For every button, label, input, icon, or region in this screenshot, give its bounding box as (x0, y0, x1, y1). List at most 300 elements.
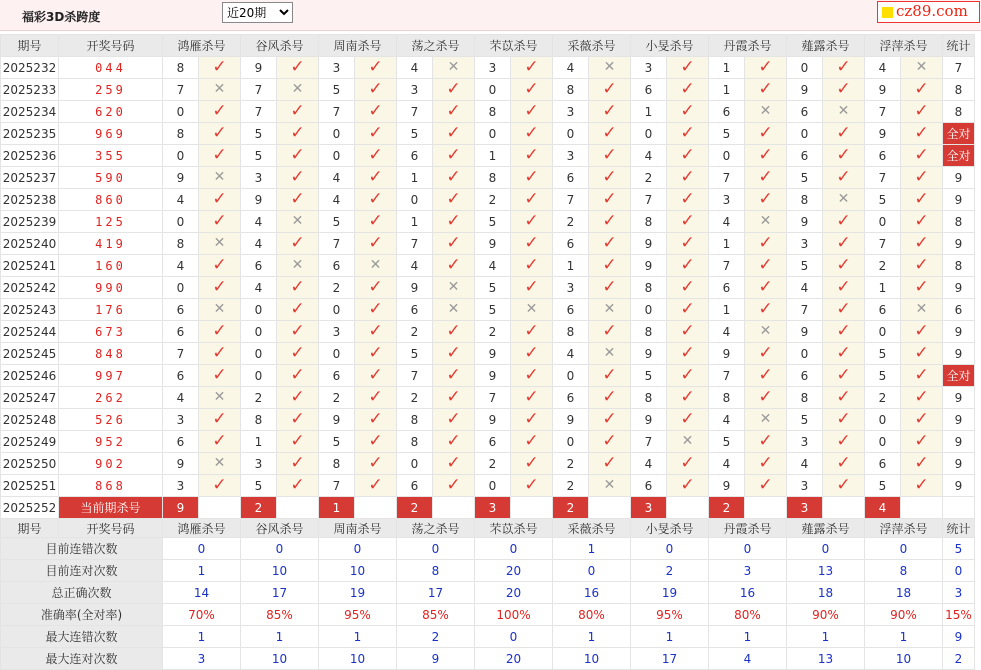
column-header: 期号 (1, 35, 59, 57)
result-cell (199, 101, 241, 123)
stats-row (1, 538, 975, 560)
result-cell (355, 211, 397, 233)
stats-label: 目前连错次数 (1, 538, 163, 560)
kill-value: 0 (319, 145, 355, 167)
result-cell (901, 167, 943, 189)
table-header (1, 35, 975, 57)
kill-value: 7 (709, 167, 745, 189)
result-cell (589, 57, 631, 79)
kill-value: 0 (787, 343, 823, 365)
row-stat: 6 (943, 299, 975, 321)
check-icon: ✓ (368, 343, 383, 363)
result-cell (745, 79, 787, 101)
kill-value: 4 (631, 453, 667, 475)
kill-value: 4 (787, 453, 823, 475)
kill-value: 0 (709, 145, 745, 167)
result-cell (901, 101, 943, 123)
site-logo[interactable] (877, 1, 980, 23)
result-cell (589, 431, 631, 453)
check-icon: ✓ (290, 167, 305, 187)
check-icon: ✓ (368, 277, 383, 297)
check-icon: ✓ (758, 145, 773, 165)
result-cell (667, 101, 709, 123)
result-cell (667, 409, 709, 431)
kill-value: 0 (163, 145, 199, 167)
kill-value: 6 (865, 453, 901, 475)
page-title: 福彩3D杀跨度 (22, 10, 101, 24)
check-icon: ✓ (758, 255, 773, 275)
kill-value: 4 (163, 189, 199, 211)
result-cell (199, 123, 241, 145)
check-icon: ✓ (680, 409, 695, 429)
check-icon: ✓ (446, 387, 461, 407)
empty-cell (511, 497, 553, 519)
table-row (1, 387, 975, 409)
row-stat: 9 (943, 321, 975, 343)
check-icon: ✓ (368, 475, 383, 495)
result-cell (667, 211, 709, 233)
check-icon: ✓ (524, 343, 539, 363)
row-stat: 9 (943, 431, 975, 453)
issue-number: 2025252 (1, 497, 59, 519)
kill-value: 0 (631, 123, 667, 145)
kill-value: 5 (319, 79, 355, 101)
kill-value: 4 (163, 255, 199, 277)
table-row (1, 211, 975, 233)
check-icon: ✓ (680, 189, 695, 209)
kill-value: 6 (787, 101, 823, 123)
column-header: 采薇杀号 (553, 519, 631, 538)
result-cell (355, 343, 397, 365)
issue-number: 2025240 (1, 233, 59, 255)
draw-numbers: 673 (59, 321, 163, 343)
kill-value: 8 (553, 79, 589, 101)
draw-numbers: 044 (59, 57, 163, 79)
stats-total: 3 (943, 582, 975, 604)
kill-value: 6 (553, 233, 589, 255)
result-cell (745, 233, 787, 255)
kill-value: 7 (163, 343, 199, 365)
result-cell (823, 123, 865, 145)
result-cell (901, 321, 943, 343)
result-cell (433, 343, 475, 365)
kill-value: 5 (241, 145, 277, 167)
result-cell (511, 387, 553, 409)
result-cell (355, 409, 397, 431)
result-cell (589, 211, 631, 233)
kill-value: 3 (319, 57, 355, 79)
result-cell (199, 475, 241, 497)
result-cell (433, 255, 475, 277)
result-cell (433, 431, 475, 453)
stats-value: 10 (553, 648, 631, 670)
issue-number: 2025234 (1, 101, 59, 123)
check-icon: ✓ (368, 409, 383, 429)
stats-value: 1 (553, 538, 631, 560)
table-row (1, 189, 975, 211)
result-cell (433, 167, 475, 189)
kill-value: 7 (241, 101, 277, 123)
column-header: 采薇杀号 (553, 35, 631, 57)
kill-value: 9 (709, 475, 745, 497)
check-icon: ✓ (680, 365, 695, 385)
result-cell (589, 233, 631, 255)
column-header: 芣苡杀号 (475, 519, 553, 538)
result-cell (745, 431, 787, 453)
table-row (1, 409, 975, 431)
check-icon: ✓ (446, 101, 461, 121)
cross-icon: ✕ (603, 345, 616, 361)
check-icon: ✓ (680, 145, 695, 165)
check-icon: ✓ (914, 409, 929, 429)
kill-value: 3 (241, 453, 277, 475)
check-icon: ✓ (524, 79, 539, 99)
result-cell (433, 299, 475, 321)
stats-value: 0 (241, 538, 319, 560)
kill-value: 8 (475, 101, 511, 123)
kill-value: 7 (631, 431, 667, 453)
check-icon: ✓ (914, 211, 929, 231)
issue-number: 2025247 (1, 387, 59, 409)
result-cell (433, 387, 475, 409)
check-icon: ✓ (290, 321, 305, 341)
kill-value: 6 (865, 299, 901, 321)
kill-value: 0 (241, 365, 277, 387)
kill-value: 8 (475, 167, 511, 189)
result-cell (823, 255, 865, 277)
all-correct-badge: 全对 (943, 365, 975, 387)
check-icon: ✓ (914, 79, 929, 99)
kill-value: 0 (397, 189, 433, 211)
result-cell (589, 167, 631, 189)
kill-value: 2 (553, 211, 589, 233)
cross-icon: ✕ (759, 103, 772, 119)
cross-icon: ✕ (915, 301, 928, 317)
check-icon: ✓ (446, 475, 461, 495)
kill-value: 7 (787, 299, 823, 321)
check-icon: ✓ (836, 475, 851, 495)
kill-value: 0 (787, 123, 823, 145)
result-cell (511, 365, 553, 387)
result-cell (823, 57, 865, 79)
kill-value: 6 (163, 365, 199, 387)
check-icon: ✓ (212, 101, 227, 121)
result-cell (667, 321, 709, 343)
column-header: 鸿雁杀号 (163, 35, 241, 57)
cross-icon: ✕ (759, 213, 772, 229)
check-icon: ✓ (914, 233, 929, 253)
result-cell (901, 277, 943, 299)
kill-value: 0 (553, 365, 589, 387)
result-cell (277, 453, 319, 475)
check-icon: ✓ (836, 57, 851, 77)
result-cell (589, 475, 631, 497)
stats-value: 0 (319, 538, 397, 560)
result-cell (199, 57, 241, 79)
stats-value: 17 (631, 648, 709, 670)
kill-value: 6 (163, 431, 199, 453)
check-icon: ✓ (602, 145, 617, 165)
result-cell (511, 343, 553, 365)
stats-value: 13 (787, 648, 865, 670)
table-row (1, 57, 975, 79)
empty-cell (901, 497, 943, 519)
result-cell (745, 57, 787, 79)
check-icon: ✓ (290, 101, 305, 121)
kill-value: 4 (475, 255, 511, 277)
kill-value: 5 (397, 123, 433, 145)
result-cell (589, 321, 631, 343)
stats-value: 1 (865, 626, 943, 648)
result-cell (199, 167, 241, 189)
check-icon: ✓ (680, 79, 695, 99)
check-icon: ✓ (524, 255, 539, 275)
check-icon: ✓ (524, 211, 539, 231)
all-correct-badge: 全对 (943, 145, 975, 167)
issue-number: 2025243 (1, 299, 59, 321)
kill-value: 6 (709, 101, 745, 123)
row-stat: 9 (943, 167, 975, 189)
result-cell (355, 321, 397, 343)
cross-icon: ✕ (603, 301, 616, 317)
column-header: 薤露杀号 (787, 35, 865, 57)
kill-value: 1 (553, 255, 589, 277)
check-icon: ✓ (368, 365, 383, 385)
issue-number: 2025233 (1, 79, 59, 101)
check-icon: ✓ (914, 343, 929, 363)
kill-value: 4 (631, 145, 667, 167)
result-cell (745, 321, 787, 343)
check-icon: ✓ (758, 475, 773, 495)
column-header: 荡之杀号 (397, 35, 475, 57)
result-cell (511, 57, 553, 79)
result-cell (589, 101, 631, 123)
kill-value: 9 (319, 409, 355, 431)
check-icon: ✓ (212, 343, 227, 363)
column-header: 浮萍杀号 (865, 35, 943, 57)
stats-value: 1 (553, 626, 631, 648)
check-icon: ✓ (524, 365, 539, 385)
kill-value: 5 (475, 211, 511, 233)
stats-label: 总正确次数 (1, 582, 163, 604)
stats-row (1, 560, 975, 582)
check-icon: ✓ (758, 189, 773, 209)
result-cell (199, 409, 241, 431)
stats-value: 13 (787, 560, 865, 582)
cross-icon: ✕ (447, 59, 460, 75)
cross-icon: ✕ (759, 323, 772, 339)
result-cell (511, 211, 553, 233)
check-icon: ✓ (836, 431, 851, 451)
kill-value: 6 (787, 365, 823, 387)
kill-value: 0 (865, 211, 901, 233)
result-cell (277, 387, 319, 409)
check-icon: ✓ (290, 409, 305, 429)
kill-value: 7 (241, 79, 277, 101)
result-cell (667, 387, 709, 409)
stats-value: 10 (319, 560, 397, 582)
stats-value: 80% (709, 604, 787, 626)
check-icon: ✓ (758, 233, 773, 253)
check-icon: ✓ (758, 123, 773, 143)
kill-value: 5 (631, 365, 667, 387)
result-cell (589, 343, 631, 365)
result-cell (667, 79, 709, 101)
draw-numbers: 997 (59, 365, 163, 387)
issue-number: 2025241 (1, 255, 59, 277)
check-icon: ✓ (602, 321, 617, 341)
top-bar (0, 0, 981, 31)
kill-value: 5 (319, 211, 355, 233)
result-cell (433, 475, 475, 497)
stats-value: 14 (163, 582, 241, 604)
result-cell (511, 233, 553, 255)
result-cell (511, 255, 553, 277)
kill-value: 3 (709, 189, 745, 211)
result-cell (511, 101, 553, 123)
result-cell (199, 321, 241, 343)
result-cell (511, 79, 553, 101)
result-cell (199, 431, 241, 453)
kill-value: 0 (397, 453, 433, 475)
kill-value: 4 (241, 211, 277, 233)
kill-value: 7 (631, 189, 667, 211)
check-icon: ✓ (836, 167, 851, 187)
check-icon: ✓ (914, 387, 929, 407)
current-kill-value: 2 (709, 497, 745, 519)
result-cell (823, 277, 865, 299)
result-cell (745, 409, 787, 431)
check-icon: ✓ (524, 321, 539, 341)
check-icon: ✓ (212, 123, 227, 143)
stats-value: 0 (553, 560, 631, 582)
stats-value: 0 (397, 538, 475, 560)
kill-value: 8 (163, 57, 199, 79)
check-icon: ✓ (680, 475, 695, 495)
column-header: 谷风杀号 (241, 519, 319, 538)
kill-value: 9 (475, 233, 511, 255)
check-icon: ✓ (602, 167, 617, 187)
kill-value: 0 (163, 101, 199, 123)
stats-value: 10 (865, 648, 943, 670)
stats-value: 3 (709, 560, 787, 582)
column-header: 荡之杀号 (397, 519, 475, 538)
check-icon: ✓ (680, 387, 695, 407)
kill-value: 5 (787, 409, 823, 431)
check-icon: ✓ (368, 431, 383, 451)
kill-value: 2 (865, 255, 901, 277)
kill-value: 5 (865, 475, 901, 497)
stats-value: 8 (865, 560, 943, 582)
check-icon: ✓ (212, 211, 227, 231)
check-icon: ✓ (524, 57, 539, 77)
stats-row (1, 648, 975, 670)
kill-value: 4 (865, 57, 901, 79)
check-icon: ✓ (368, 57, 383, 77)
kill-value: 4 (709, 321, 745, 343)
kill-value: 3 (319, 321, 355, 343)
stats-value: 95% (631, 604, 709, 626)
kill-value: 6 (631, 475, 667, 497)
kill-value: 2 (475, 321, 511, 343)
result-cell (901, 211, 943, 233)
column-header: 小旻杀号 (631, 519, 709, 538)
check-icon: ✓ (836, 365, 851, 385)
check-icon: ✓ (446, 431, 461, 451)
kill-value: 6 (709, 277, 745, 299)
check-icon: ✓ (524, 123, 539, 143)
logo-text: cz89.com (896, 2, 968, 20)
kill-value: 9 (865, 79, 901, 101)
kill-value: 7 (397, 365, 433, 387)
result-cell (511, 453, 553, 475)
range-select[interactable] (222, 2, 293, 23)
table-row (1, 365, 975, 387)
check-icon: ✓ (680, 57, 695, 77)
stats-value: 2 (397, 626, 475, 648)
empty-cell (199, 497, 241, 519)
stats-value: 1 (319, 626, 397, 648)
result-cell (823, 79, 865, 101)
result-cell (667, 123, 709, 145)
kill-value: 9 (163, 167, 199, 189)
check-icon: ✓ (836, 299, 851, 319)
stats-value: 1 (709, 626, 787, 648)
empty-cell (943, 497, 975, 519)
result-cell (823, 453, 865, 475)
current-kill-value: 1 (319, 497, 355, 519)
stats-value: 2 (631, 560, 709, 582)
table-row (1, 431, 975, 453)
cross-icon: ✕ (291, 81, 304, 97)
check-icon: ✓ (602, 211, 617, 231)
check-icon: ✓ (212, 277, 227, 297)
stats-value: 0 (163, 538, 241, 560)
kill-value: 7 (865, 167, 901, 189)
result-cell (901, 409, 943, 431)
result-cell (511, 299, 553, 321)
stats-value: 20 (475, 560, 553, 582)
kill-value: 3 (163, 409, 199, 431)
cross-icon: ✕ (291, 257, 304, 273)
result-cell (667, 145, 709, 167)
empty-cell (355, 497, 397, 519)
table-row (1, 453, 975, 475)
result-cell (433, 409, 475, 431)
result-cell (589, 409, 631, 431)
kill-value: 5 (475, 299, 511, 321)
result-cell (277, 299, 319, 321)
table-row (1, 343, 975, 365)
check-icon: ✓ (602, 277, 617, 297)
draw-numbers: 868 (59, 475, 163, 497)
column-header: 谷风杀号 (241, 35, 319, 57)
kill-value: 1 (709, 57, 745, 79)
row-stat: 8 (943, 255, 975, 277)
check-icon: ✓ (524, 145, 539, 165)
kill-value: 2 (475, 453, 511, 475)
check-icon: ✓ (836, 453, 851, 473)
check-icon: ✓ (758, 299, 773, 319)
stats-label: 最大连错次数 (1, 626, 163, 648)
kill-value: 6 (397, 299, 433, 321)
kill-value: 6 (319, 365, 355, 387)
result-cell (511, 475, 553, 497)
column-header: 丹霞杀号 (709, 35, 787, 57)
result-cell (589, 387, 631, 409)
kill-value: 7 (397, 233, 433, 255)
current-kill-value: 2 (241, 497, 277, 519)
